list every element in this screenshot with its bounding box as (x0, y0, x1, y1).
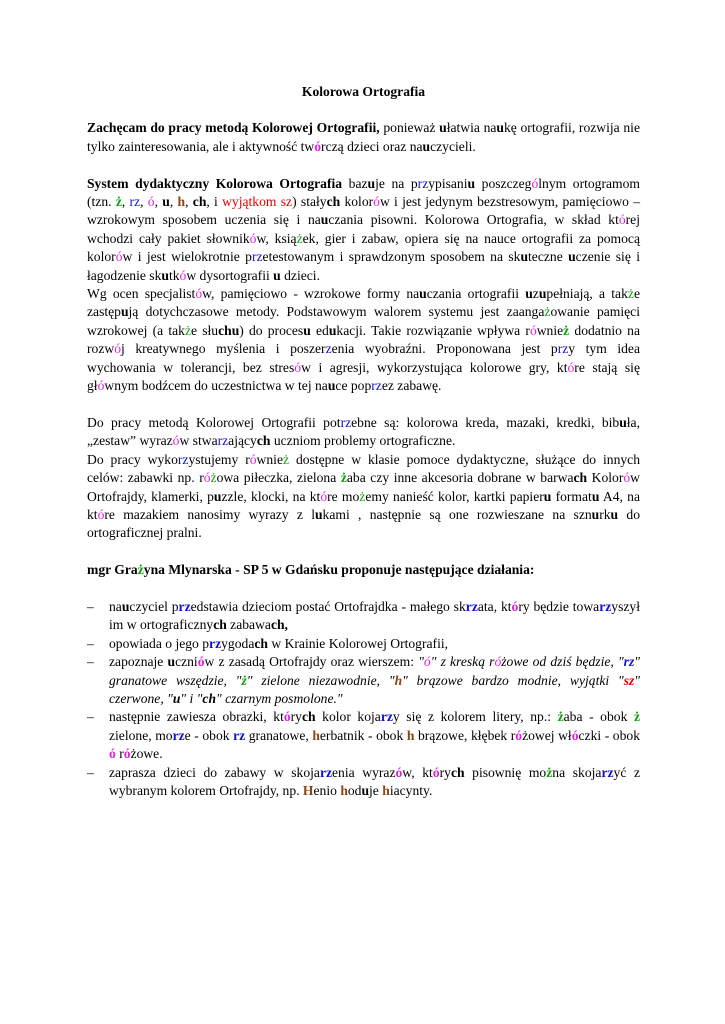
colored-letter: ó (249, 451, 257, 467)
text-run: e słu (191, 322, 219, 338)
text-run: yna Mlynarska - SP 5 w Gdańsku proponuje następujące działania: (143, 562, 535, 578)
text-run: u (213, 488, 222, 504)
text-run: dodatnio na rozw (87, 322, 640, 357)
colored-letter: ó (195, 286, 203, 302)
colored-letter: ó (147, 194, 155, 210)
text-run: ch (213, 617, 227, 633)
colored-letter: ż (557, 709, 564, 725)
text-run: rk (599, 506, 611, 522)
text-run: " czarnym posmolone." (216, 690, 343, 706)
colored-letter: rz (233, 727, 246, 743)
text-run: y tym idea wychowania w tolerancji, bez stres (87, 341, 640, 375)
text-run: w stwa (179, 433, 218, 449)
colored-letter: ż (627, 286, 634, 302)
spacer (87, 395, 640, 413)
text-run: na (109, 598, 122, 614)
text-run: zaprasza dzieci do zabawy w skoja (109, 764, 320, 780)
colored-letter: ó (172, 433, 180, 449)
colored-letter: ó (115, 249, 123, 265)
text-run: czania ortografii (426, 286, 526, 302)
colored-letter: ż (340, 470, 347, 486)
colored-letter: ż (184, 322, 191, 338)
colored-letter: rz (177, 451, 189, 467)
text-run: u (314, 506, 323, 522)
document-body (87, 119, 640, 561)
text-run: w i jest wielokrotnie p (122, 249, 252, 265)
text-run: lnym ortogramom (tzn. (87, 175, 640, 210)
text-run: rej wchodzi cały pakiet słownik (87, 212, 640, 246)
paragraph-wg-ocen (87, 285, 640, 395)
text-run: ch, (270, 617, 288, 633)
text-run: owa piłeczka, zielona (216, 470, 341, 486)
text-run: w z zasadą Ortofrajdy oraz wierszem: (204, 654, 419, 670)
list-item (87, 635, 640, 653)
text-run: " z kreską r (430, 654, 495, 670)
colored-letter: ó (97, 378, 105, 394)
text-run: owanie pamięci wzrokowej (a tak (87, 304, 640, 338)
colored-letter: rz (129, 194, 141, 210)
text-run: , (185, 194, 193, 210)
colored-letter: ż (359, 488, 366, 504)
colored-letter: ż (546, 764, 553, 780)
colored-letter: ż (563, 322, 570, 338)
paragraph-do-pracy-2 (87, 451, 640, 543)
text-run: u (419, 286, 427, 302)
text-run: w, kt (402, 764, 433, 780)
list-dash: – (87, 709, 94, 725)
text-run: w Krainie Kolorowej Ortografii, (267, 635, 449, 651)
text-run: , i (206, 194, 223, 210)
colored-letter: ó (529, 322, 537, 338)
text-run: u (320, 212, 329, 228)
text-run: u (120, 304, 129, 320)
text-run: u (273, 267, 281, 283)
text-run: u (167, 654, 176, 670)
text-run: je na p (375, 175, 418, 191)
text-run: czyciel p (129, 598, 179, 614)
text-run: ce pop (335, 378, 372, 394)
text-run: u (327, 378, 336, 394)
text-run: u (439, 120, 447, 136)
text-run: dzieci. (280, 267, 320, 283)
text-run: u (591, 506, 600, 522)
colored-letter: ż (633, 709, 640, 725)
text-run: zabawa (226, 617, 271, 633)
text-run: u (328, 322, 337, 338)
text-run: erbatnik - obok (319, 727, 407, 743)
colored-letter: h (382, 782, 390, 798)
text-run: rczą dzieci oraz na (321, 138, 423, 154)
colored-letter: ó (571, 727, 579, 743)
text-run: , (169, 194, 178, 210)
text-run: iacynty. (389, 782, 433, 798)
text-run: u (161, 267, 169, 283)
text-run: kacji. Takie rozwiązanie wpływa r (336, 322, 530, 338)
colored-letter: ó (320, 488, 328, 504)
colored-letter: rz (178, 598, 191, 614)
text-run: ek, gier i zabaw, opiera się na nauce ortografii za pomocą kolor (87, 230, 640, 265)
text-run: dostępne w klasie pomoce dydaktyczne, służące do innych celów: zabawki np. r (87, 451, 641, 486)
text-run: u (568, 249, 576, 265)
colored-letter: ó (179, 267, 187, 283)
text-run: w i agresji, wykorzystująca kolorowe gry, kt (301, 359, 568, 375)
text-run: brązowe, kłębek r (414, 727, 516, 743)
text-run: ch (301, 709, 316, 725)
list-dash: – (87, 598, 94, 614)
text-run: u (422, 138, 431, 154)
colored-letter: h (406, 727, 415, 743)
colored-letter: rz (557, 341, 569, 357)
text-run: u (619, 414, 627, 430)
paragraph-system (87, 175, 640, 285)
text-run: Wg ocen specjalist (87, 286, 196, 302)
text-run: ata, kt (477, 598, 512, 614)
text-run: re stają się gł (87, 359, 640, 394)
text-run: ła, „zestaw” wyraz (87, 414, 640, 449)
text-run: enia wyraz (332, 764, 396, 780)
text-run: czki - obok (578, 727, 640, 743)
text-run: " brązowe bardzo modnie, wyjątki " (402, 672, 624, 688)
text-run: enia wyobraźni. Proponowana jest p (331, 341, 558, 357)
text-run: zapoznaje (109, 654, 168, 670)
text-run: teczne (528, 249, 569, 265)
document-page (87, 83, 640, 800)
text-run: yszył im w ortograficzny (109, 598, 640, 633)
list-item (87, 708, 640, 763)
colored-letter: rz (601, 764, 614, 780)
text-run: ry (290, 709, 302, 725)
text-run: ) stały (292, 194, 327, 210)
text-run: mgr Gra (87, 562, 138, 578)
colored-letter: rz (417, 175, 429, 191)
text-run: u (538, 286, 547, 302)
text-run: ch (450, 764, 465, 780)
text-run: ch (326, 194, 341, 210)
colored-letter: ó (109, 746, 116, 762)
colored-letter: ó (432, 764, 440, 780)
colored-letter: rz (465, 598, 478, 614)
colored-letter: ó (515, 727, 523, 743)
colored-letter: rz (172, 727, 185, 743)
text-run: czania pisowni. Kolorowa Ortografia, w skład kt (328, 212, 619, 228)
text-run: , (140, 194, 148, 210)
text-run: u (162, 194, 170, 210)
spacer (87, 580, 640, 598)
text-run: w i jest jedynym bezstresowym, pamięciowo – wzrokowym sposobem uczenia się i na (87, 194, 641, 228)
colored-letter: ó (249, 230, 257, 246)
text-run: , (154, 194, 163, 210)
text-run: w, pamięciowo - wzrokowe formy na (202, 286, 420, 302)
text-run: Zachęcam do pracy metodą Kolorowej Ortografii, (87, 120, 380, 136)
text-run: ygoda (221, 635, 255, 651)
text-run: do ortograficznej pralni. (87, 506, 641, 541)
text-run: ch (202, 690, 217, 706)
colored-letter: rz (340, 414, 352, 430)
text-run: wnym bodźcem do uczestnictwa w tej na (104, 378, 328, 394)
text-run: ch (573, 470, 588, 486)
text-run: łatwia na (446, 120, 497, 136)
text-run: tk (168, 267, 180, 283)
colored-letter: ż (210, 470, 217, 486)
text-run: wnie (256, 451, 283, 467)
text-run: kolor koja (315, 709, 381, 725)
colored-letter: ż (282, 451, 290, 467)
colored-letter: ó (203, 470, 211, 486)
text-run: ch (254, 635, 268, 651)
text-run: ch (192, 194, 207, 210)
colored-letter: ż (241, 672, 247, 688)
text-run: aba - obok (563, 709, 634, 725)
text-run: r (245, 451, 250, 467)
text-run: " i " (180, 690, 203, 706)
text-run: ystujemy (188, 451, 246, 467)
text-run: kolor (340, 194, 374, 210)
text-run: u (543, 488, 552, 504)
text-run: e zastęp (87, 286, 640, 320)
text-run: żowe. (130, 746, 163, 762)
colored-letter: ó (314, 138, 322, 154)
colored-letter: wyjątkom sz (222, 194, 293, 210)
text-run: pisownię mo (464, 764, 547, 780)
list-dash: – (87, 635, 94, 651)
colored-letter: ó (618, 212, 626, 228)
colored-letter: rz (251, 249, 263, 265)
text-run: " (418, 654, 424, 670)
colored-letter: ó (623, 470, 631, 486)
text-run: ponieważ (379, 120, 440, 136)
colored-letter: rz (217, 433, 229, 449)
text-run: czenie się i łagodzenie sk (87, 249, 641, 283)
text-run: Kolor (587, 470, 624, 486)
text-run: u (496, 120, 504, 136)
text-run: ypisani (428, 175, 468, 191)
text-run: kę ortografii, rozwija nie tylko zainteresowania, ale i aktywność tw (87, 120, 640, 154)
text-run: u (361, 782, 370, 798)
text-run: ry (439, 764, 451, 780)
colored-letter: ó (294, 359, 302, 375)
text-run: następnie zawiesza obrazki, kt (109, 709, 284, 725)
list-dash: – (87, 764, 94, 780)
text-run: " granatowe wszędzie, " (109, 654, 640, 688)
colored-letter: rz (371, 378, 382, 394)
text-run: r (115, 746, 124, 762)
colored-letter: h (312, 727, 320, 743)
text-run: j kreatywnego myślenia i poszer (120, 341, 326, 357)
text-run: żowe od dziś będzie, " (501, 654, 624, 670)
text-run: aba czy inne akcesoria dobrane w barwa (346, 470, 574, 486)
colored-letter: ó (114, 341, 121, 357)
colored-letter: ó (423, 654, 431, 670)
text-run: y się z kolorem litery, np.: (392, 709, 558, 725)
text-run: czycieli. (430, 138, 476, 154)
colored-letter: ż (137, 562, 144, 578)
paragraph-intro (87, 119, 640, 156)
text-run: w, ksią (256, 230, 297, 246)
text-run: uczniom problemy ortograficzne. (270, 433, 456, 449)
text-run: ający (228, 433, 257, 449)
text-run: A4, na kt (87, 488, 640, 522)
text-run: u (121, 598, 130, 614)
text-run: ez zabawę. (381, 378, 442, 394)
text-run: ebne są: kolorowa kreda, mazaki, kredki, bib (351, 414, 620, 430)
list-item (87, 653, 640, 708)
text-run: granatowe, (245, 727, 313, 743)
text-run: ed (310, 322, 329, 338)
text-run: " czerwone, " (109, 672, 640, 706)
spacer (87, 156, 640, 174)
spacer (87, 543, 640, 561)
colored-letter: ó (97, 506, 105, 522)
text-run: kami , następnie są one rozwieszane na szn (322, 506, 592, 522)
colored-letter: rz (209, 635, 222, 651)
colored-letter: ż (115, 194, 122, 210)
colored-letter: z (325, 341, 332, 357)
text-run: Do pracy metodą Kolorowej Ortografii pot (87, 414, 341, 430)
text-run: u (525, 286, 533, 302)
text-run: , (121, 194, 130, 210)
colored-letter: h (394, 672, 403, 688)
text-run: w Ortofrajdy, klamerki, p (87, 470, 640, 504)
text-run: System dydaktyczny Kolorowa Ortografia (87, 175, 343, 191)
text-run: z (532, 286, 539, 302)
document-title: Kolorowa Ortografia (301, 84, 426, 99)
text-run: emy nanieść kolor, kartki papier (365, 488, 544, 504)
text-run: enio (313, 782, 341, 798)
section-heading (87, 561, 640, 579)
text-run: w dysortografii (186, 267, 274, 283)
text-run: zielone, mo (109, 727, 173, 743)
colored-letter: ó (511, 598, 519, 614)
text-run: e - obok (184, 727, 234, 743)
action-list (87, 598, 640, 800)
text-run: u (367, 175, 376, 191)
colored-letter: ó (494, 654, 502, 670)
colored-letter: rz (623, 654, 635, 670)
text-run: zzle, klocki, na kt (221, 488, 321, 504)
list-item (87, 598, 640, 635)
colored-letter: ó (531, 175, 539, 191)
text-run: re mo (327, 488, 360, 504)
text-run: je (369, 782, 383, 798)
text-run: na skoja (552, 764, 602, 780)
text-run: baz (342, 175, 368, 191)
text-run: ) do proces (239, 322, 304, 338)
list-item (87, 764, 640, 801)
list-dash: – (87, 654, 94, 670)
colored-letter: rz (319, 764, 333, 780)
text-run: yć z wybranym kolorem Ortofrajdy, np. (109, 764, 640, 798)
colored-letter: h (177, 194, 186, 210)
text-run: ch (256, 433, 271, 449)
text-run: re mazakiem nanosimy wyrazy z l (104, 506, 315, 522)
colored-letter: ó (373, 194, 380, 210)
colored-letter: ż (296, 230, 303, 246)
text-run: żowej wł (522, 727, 572, 743)
text-run: chu (218, 322, 240, 338)
text-run: pełniają, a tak (546, 286, 628, 302)
text-run: poszczeg (475, 175, 532, 191)
text-run: czni (175, 654, 198, 670)
colored-letter: rz (380, 709, 393, 725)
text-run: u (303, 322, 311, 338)
colored-letter: ó (567, 359, 575, 375)
colored-letter: ó (283, 709, 291, 725)
text-run: " zielone niezawodnie, " (246, 672, 395, 688)
colored-letter: h (340, 782, 348, 798)
text-run: u (467, 175, 476, 191)
colored-letter: ó (123, 746, 131, 762)
colored-letter: ż (544, 304, 551, 320)
text-run: opowiada o jego p (109, 635, 210, 651)
text-run: u (172, 690, 181, 706)
colored-letter: ó (197, 654, 205, 670)
text-run: od (347, 782, 362, 798)
text-run: u (520, 249, 529, 265)
text-run: u (591, 488, 600, 504)
text-run: ją dotychczasowe metody. Podstawowym walorem systemu jest zaanga (128, 304, 545, 320)
text-run: wnie (536, 322, 564, 338)
colored-letter: ó (395, 764, 403, 780)
colored-letter: rz (599, 598, 612, 614)
colored-letter: sz (623, 672, 635, 688)
text-run: format (551, 488, 592, 504)
text-run: u (610, 506, 619, 522)
colored-letter: H (302, 782, 314, 798)
text-run: etestowanym i sprawdzonym sposobem na sk (262, 249, 521, 265)
paragraph-do-pracy-1 (87, 414, 640, 451)
text-run: Do pracy wyko (87, 451, 178, 467)
text-run: ry będzie towa (518, 598, 600, 614)
text-run: edstawia dzieciom postać Ortofrajdka - małego sk (190, 598, 466, 614)
